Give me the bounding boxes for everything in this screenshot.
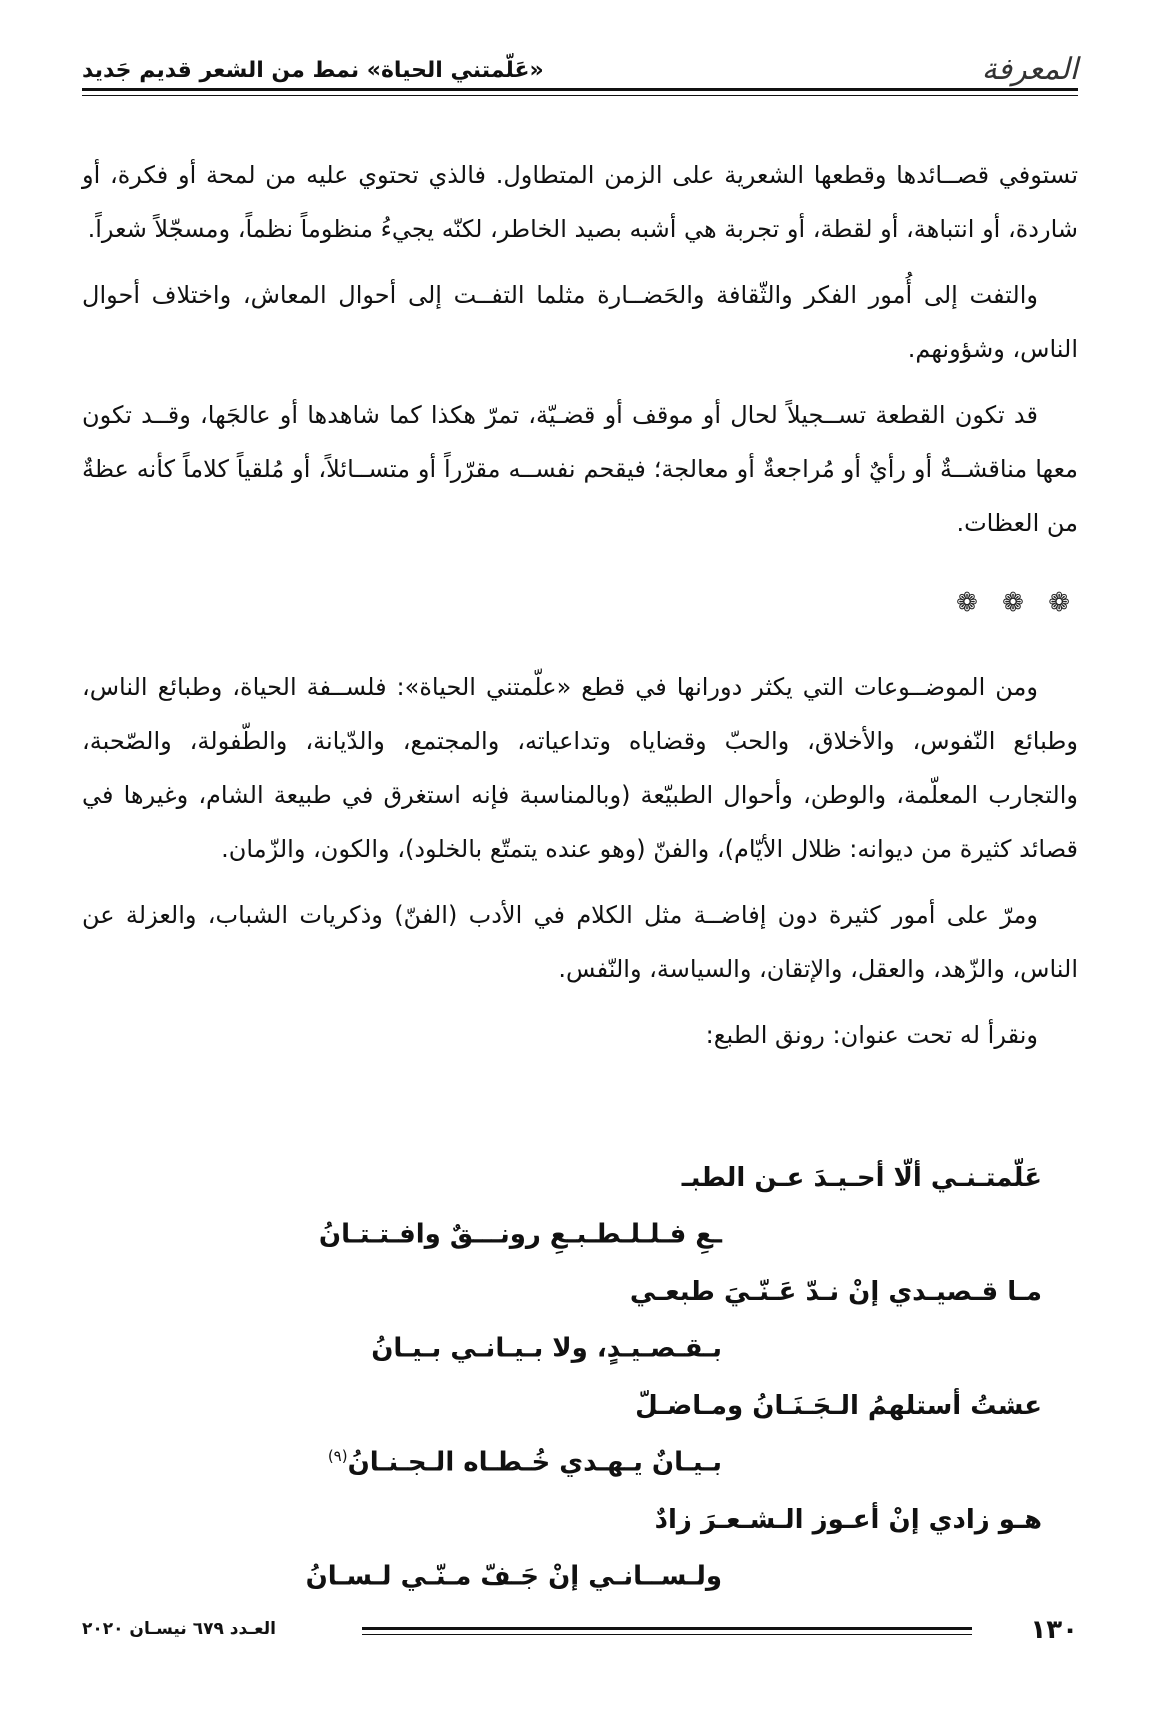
page-footer (82, 1615, 1078, 1655)
footnote-marker: (٩) (327, 1447, 348, 1465)
paragraph: ومرّ على أمور كثيرة دون إفاضــة مثل الكلام في الأدب (الفنّ) وذكريات الشباب، والعزلة عن الناس، والزّهد، والعقل، والإتقان، والسياسة، والنّفس. (82, 901, 1078, 983)
section-separator: ❁ ❁ ❁ (956, 588, 1078, 618)
poem-verse (182, 1163, 1042, 1277)
verse-first-hemistich: مـا قـصيـدي إنْ نـدّ عَـنّـيَ طبعـي (629, 1277, 1042, 1307)
footer-rule-thin (362, 1634, 972, 1635)
article-body (82, 148, 1078, 1074)
paragraph: والتفت إلى أُمور الفكر والثّقافة والحَضــارة مثلما التفــت إلى أحوال المعاش، واختلاف أحوال الناس، وشؤونهم. (82, 281, 1078, 363)
poem (182, 1163, 1042, 1619)
header-rule-thin (82, 95, 1078, 96)
paragraph: ومن الموضــوعات التي يكثر دورانها في قطع «علّمتني الحياة»: فلســفة الحياة، وطبائع الناس، وطبائع النّفوس، والأخلاق، والحبّ وقضاياه وتداعياته، والمجتمع، والدّيانة، والطّفولة، والصّحبة، والتجارب المعلّمة، والوطن، وأحوال الطبيّعة (وبالمناسبة فإنه استغرق في طبيعة الشام، وغيرها في قصائد كثيرة من ديوانه: ظلال الأيّام)، والفنّ (وهو عنده يتمتّع بالخلود)، والكون، والزّمان. (82, 673, 1078, 863)
header-rule (82, 88, 1078, 91)
poem-verse (182, 1505, 1042, 1619)
verse-first-hemistich: هـو زادي إنْ أعـوز الـشـعـرَ زادٌ (654, 1505, 1042, 1535)
verse-first-hemistich: عَلّمتـنـي ألّا أحـيـدَ عـن الطبـ (681, 1163, 1042, 1193)
hemistich-text: ـعِ فـلـلـطـبـعِ رونـــقٌ وافـتـتـانُ (318, 1219, 722, 1250)
hemistich-text: بـيـانٌ يـهـدي خُـطـاه الـجـنـانُ (347, 1447, 722, 1478)
verse-second-hemistich (319, 1219, 722, 1250)
hemistich-text: بـقـصـيـدٍ، ولا بـيـانـي بـيـانُ (371, 1333, 722, 1364)
page-number: ١٣٠ (1030, 1615, 1078, 1645)
verse-second-hemistich (306, 1561, 722, 1592)
hemistich-text: ولـســانـي إنْ جَـفّ مـنّـي لـسـانُ (305, 1561, 722, 1592)
running-title: «عَلّمتني الحياة» نمط من الشعر قديم جَديد (82, 58, 544, 83)
poem-verse (182, 1391, 1042, 1505)
paragraph: تستوفي قصــائدها وقطعها الشعرية على الزمن المتطاول. فالذي تحتوي عليه من لمحة أو فكرة، أو شاردة، أو انتباهة، أو لقطة، أو تجربة هي أشبه بصيد الخاطر، لكنّه يجيءُ منظوماً نظماً، ومسجّلاً شعراً. (82, 161, 1078, 243)
page-header (82, 40, 1078, 100)
footer-rule (362, 1627, 972, 1630)
paragraph: ونقرأ له تحت عنوان: رونق الطبع: (705, 1021, 1038, 1049)
issue-info: العـدد ٦٧٩ نيسـان ٢٠٢٠ (82, 1619, 276, 1639)
verse-second-hemistich (328, 1447, 722, 1478)
poem-verse (182, 1277, 1042, 1391)
verse-first-hemistich: عشتُ أستلهمُ الـجَـنَـانُ ومـاضـلّ (635, 1391, 1042, 1421)
paragraph: قد تكون القطعة تســجيلاً لحال أو موقف أو قضـيّة، تمرّ هكذا كما شاهدها أو عالجَها، وقــد تكون معها مناقشــةٌ أو رأيٌ أو مُراجعةٌ أو معالجة؛ فيقحم نفســه مقرّراً أو متســائلاً، أو مُلقياً كلاماً كأنه عظةٌ من العظات. (82, 401, 1078, 537)
verse-second-hemistich (371, 1333, 722, 1364)
magazine-logo: المعرفة (981, 52, 1078, 87)
